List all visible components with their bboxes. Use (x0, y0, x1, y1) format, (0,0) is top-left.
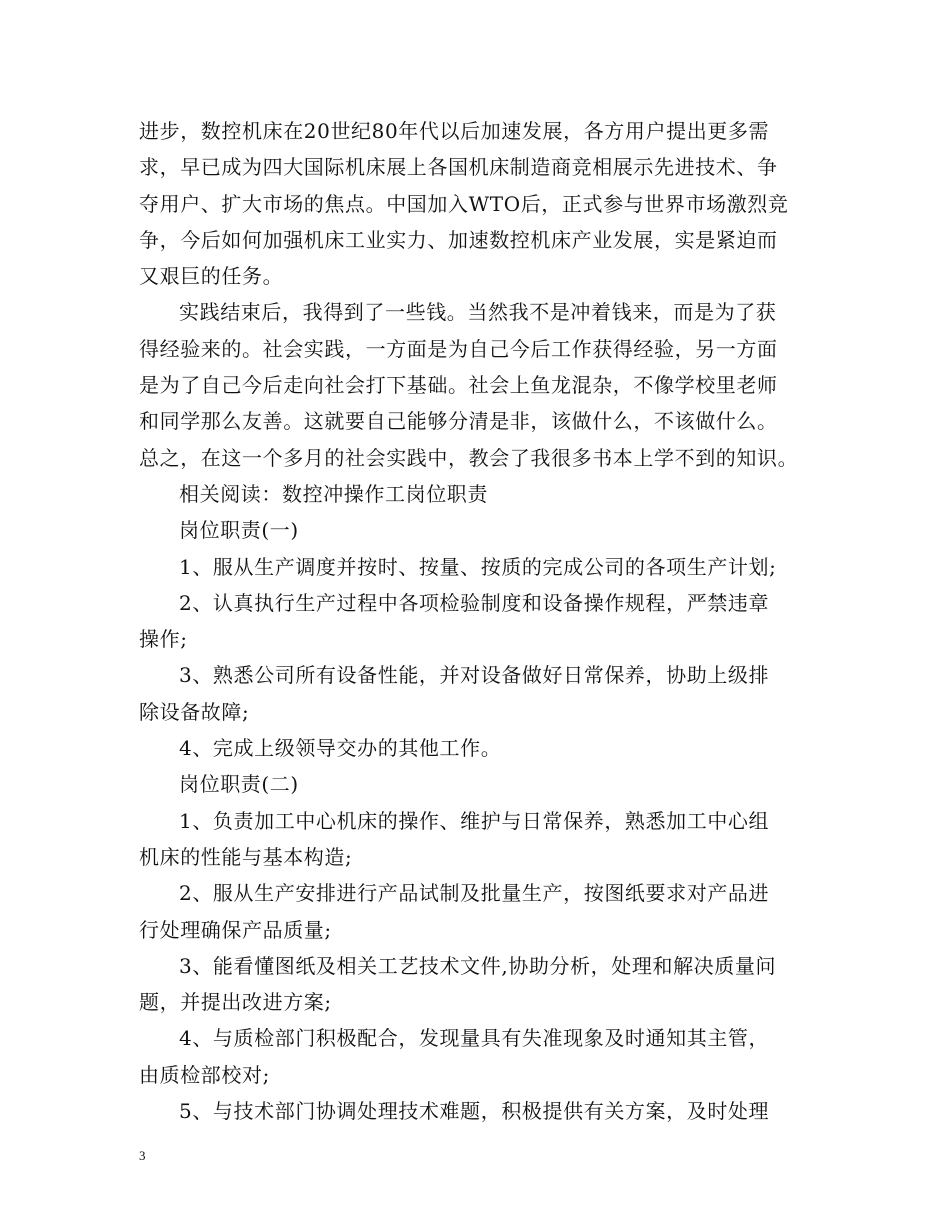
list-item: 4、完成上级领导交办的其他工作。 (179, 736, 502, 761)
list-item-continuation: 机床的性能与基本构造; (139, 844, 353, 869)
list-item-continuation: 操作; (139, 627, 188, 652)
text-line: 进步，数控机床在20世纪80年代以后加速发展，各方用户提出更多需 (139, 119, 770, 143)
text-line: 求，早已成为四大国际机床展上各国机床制造商竞相展示先进技术、争 (139, 155, 778, 180)
section-heading: 岗位职责(一) (179, 518, 299, 543)
list-item: 1、服从生产调度并按时、按量、按质的完成公司的各项生产计划; (179, 554, 777, 579)
list-item: 3、熟悉公司所有设备性能，并对设备做好日常保养，协助上级排 (179, 663, 770, 688)
text-line: 又艰巨的任务。 (139, 264, 284, 289)
document-body (139, 113, 829, 1129)
text-line: 夺用户、扩大市场的焦点。中国加入WTO后，正式参与世界市场激烈竞 (139, 191, 789, 216)
list-item-continuation: 行处理确保产品质量; (139, 917, 332, 942)
list-item: 5、与技术部门协调处理技术难题，积极提供有关方案，及时处理 (179, 1099, 770, 1124)
list-item: 3、能看懂图纸及相关工艺技术文件,协助分析，处理和解决质量问 (179, 953, 777, 978)
section-heading: 岗位职责(二) (179, 772, 299, 797)
text-line: 是为了自己今后走向社会打下基础。社会上鱼龙混杂，不像学校里老师 (139, 373, 778, 398)
list-item-continuation: 题，并提出改进方案; (139, 990, 332, 1015)
text-line: 得经验来的。社会实践，一方面是为自己今后工作获得经验，另一方面 (139, 336, 778, 361)
text-line: 和同学那么友善。这就要自己能够分清是非，该做什么，不该做什么。 (139, 409, 778, 434)
list-item-continuation: 由质检部校对; (139, 1062, 270, 1087)
list-item-continuation: 除设备故障; (139, 699, 250, 724)
related-reading-heading: 相关阅读：数控冲操作工岗位职责 (179, 481, 488, 506)
text-line: 争，今后如何加强机床工业实力、加速数控机床产业发展，实是紧迫而 (139, 227, 778, 252)
list-item: 2、服从生产安排进行产品试制及批量生产，按图纸要求对产品进 (179, 881, 770, 906)
paragraph-start-line: 实践结束后，我得到了一些钱。当然我不是冲着钱来，而是为了获 (179, 300, 777, 325)
list-item: 2、认真执行生产过程中各项检验制度和设备操作规程，严禁违章 (179, 590, 770, 615)
page-number: 3 (139, 1148, 146, 1163)
list-item: 4、与质检部门积极配合，发现量具有失准现象及时通知其主管， (179, 1026, 770, 1051)
list-item: 1、负责加工中心机床的操作、维护与日常保养，熟悉加工中心组 (179, 808, 770, 833)
text-line: 总之，在这一个多月的社会实践中，教会了我很多书本上学不到的知识。 (139, 445, 799, 470)
